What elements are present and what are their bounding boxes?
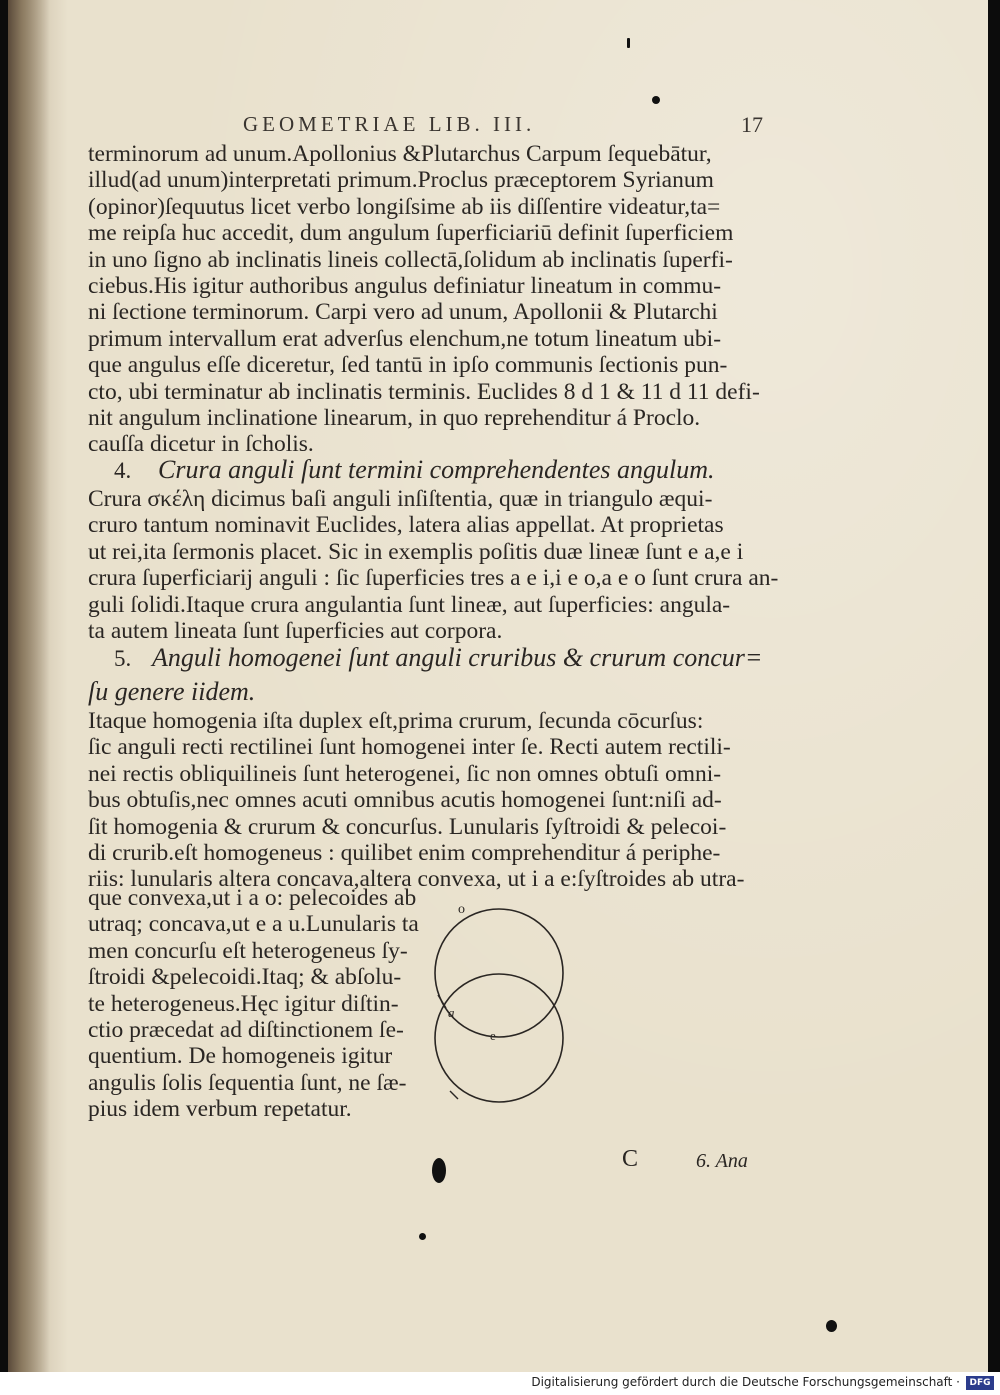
body-line: nit angulum inclinatione linearum, in quo reprehenditur á Proclo. xyxy=(88,405,701,431)
ink-blot xyxy=(432,1158,446,1183)
section-5-line: riis: lunularis altera concava,altera convexa, ut i a e:ſyſtroides ab utra- xyxy=(88,866,745,893)
ink-speck xyxy=(627,38,630,48)
body-line: me reipſa huc accedit, dum angulum ſuperficiariū definit ſuperficiem xyxy=(88,220,734,247)
section-5-line: ſic anguli recti rectilinei ſunt homogenei inter ſe. Recti autem rectili- xyxy=(88,734,731,761)
body-line: que angulus eſſe diceretur, ſed tantū in ipſo communis ſectionis pun- xyxy=(88,352,728,379)
section-5-short-line: pius idem verbum repetatur. xyxy=(88,1096,352,1123)
body-line: primum intervallum erat adverſus elenchum,ne totum lineatum ubi- xyxy=(88,325,722,352)
credit-text: Digitalisierung gefördert durch die Deutsche Forschungsgemeinschaft · xyxy=(531,1375,960,1389)
ink-speck xyxy=(419,1233,426,1240)
ink-speck xyxy=(826,1320,837,1332)
section-5-line: ſit homogenia & crurum & concurſus. Lunularis ſyſtroidi & pelecoi- xyxy=(88,813,727,840)
signature-mark: C xyxy=(622,1146,639,1172)
figure-stroke-a xyxy=(438,995,446,1008)
section-number-4: 4. xyxy=(114,458,132,483)
section-5-short-line: utraq; concava,ut e a u.Lunularis ta xyxy=(88,911,419,938)
label-a: a xyxy=(448,1005,455,1020)
label-e: e xyxy=(490,1028,496,1043)
section-4-line: ut rei,ita ſermonis placet. Sic in exemplis poſitis duæ lineæ ſunt e a,e i xyxy=(88,538,744,565)
catchword: 6. Ana xyxy=(696,1150,748,1172)
section-4-line: guli ſolidi.Itaque crura angulantia ſunt lineæ, aut ſuperficies: angula- xyxy=(88,591,731,618)
section-4-line: cruro tantum nominavit Euclides, latera alias appellat. At proprietas xyxy=(88,512,724,539)
body-line: cauſſa dicetur in ſcholis. xyxy=(88,431,314,458)
lower-circle xyxy=(435,974,563,1102)
body-line: illud(ad unum)interpretati primum.Proclus præceptorem Syrianum xyxy=(88,167,714,194)
running-title: GEOMETRIAE LIB. III. xyxy=(243,112,536,136)
book-page xyxy=(8,0,988,1372)
body-line: in uno ſigno ab inclinatis lineis collectā,ſolidum ab inclinatis ſuperfi- xyxy=(88,246,733,273)
running-header xyxy=(243,112,763,137)
section-heading-5-line1: Anguli homogenei ſunt anguli cruribus & crurum concur= xyxy=(152,643,763,672)
section-5-line: di crurib.eſt homogeneus : quilibet enim comprehenditur á periphe- xyxy=(88,840,721,866)
dfg-logo: DFG xyxy=(966,1376,994,1390)
digitization-credit-bar xyxy=(0,1372,1000,1395)
section-5-short-line: quentium. De homogeneis igitur xyxy=(88,1043,393,1070)
section-5-line: nei rectis obliquilineis ſunt heterogenei, ſic non omnes obtuſi omni- xyxy=(88,760,722,787)
section-5-line: Itaque homogenia iſta duplex eſt,prima crurum, ſecunda cōcurſus: xyxy=(88,708,704,734)
section-5-short-line: ſtroidi &pelecoidi.Itaq; & abſolu- xyxy=(88,964,402,991)
label-o: o xyxy=(458,902,465,917)
section-heading-5-line2: ſu genere iidem. xyxy=(88,677,256,706)
figure-stroke-u xyxy=(450,1091,458,1099)
body-line: ni ſectione terminorum. Carpi vero ad unum, Apollonii & Plutarchi xyxy=(88,299,718,326)
binding-gutter xyxy=(8,0,50,1372)
section-5-short-line: que convexa,ut i a o: pelecoides ab xyxy=(88,885,417,911)
ink-speck xyxy=(652,96,660,104)
section-4-line: ta autem lineata ſunt ſuperficies aut corpora. xyxy=(88,618,503,644)
section-heading-4: Crura anguli ſunt termini comprehendentes angulum. xyxy=(158,455,715,484)
section-4-line: Crura σκέλη dicimus baſi anguli inſiſtentia, quæ in triangulo æqui- xyxy=(88,486,713,512)
lunula-figure xyxy=(426,895,586,1110)
section-5-short-line: men concurſu eſt heterogeneus ſy- xyxy=(88,937,408,964)
body-line: (opinor)ſequutus licet verbo longiſsime ab iis diſſentire videatur,ta= xyxy=(88,193,721,220)
section-number-5: 5. xyxy=(114,646,132,671)
section-4-line: crura ſuperficiarij anguli : ſic ſuperficies tres a e i,i e o,a e o ſunt crura an- xyxy=(88,565,779,592)
body-line: cto, ubi terminatur ab inclinatis terminis. Euclides 8 d 1 & 11 d 11 defi- xyxy=(88,378,760,405)
section-5-short-line: angulis ſolis ſequentia ſunt, ne ſæ- xyxy=(88,1069,407,1096)
body-line: ciebus.His igitur authoribus angulus definiatur lineatum in commu- xyxy=(88,273,722,299)
page-number: 17 xyxy=(741,112,763,137)
section-5-short-line: te heterogeneus.Hęc igitur diſtin- xyxy=(88,990,399,1017)
section-5-line: bus obtuſis,nec omnes acuti omnibus acutis homogenei ſunt:niſi ad- xyxy=(88,787,722,814)
body-line: terminorum ad unum.Apollonius &Plutarchus Carpum ſequebātur, xyxy=(88,141,712,167)
section-5-short-line: ctio præcedat ad diſtinctionem ſe- xyxy=(88,1017,404,1043)
